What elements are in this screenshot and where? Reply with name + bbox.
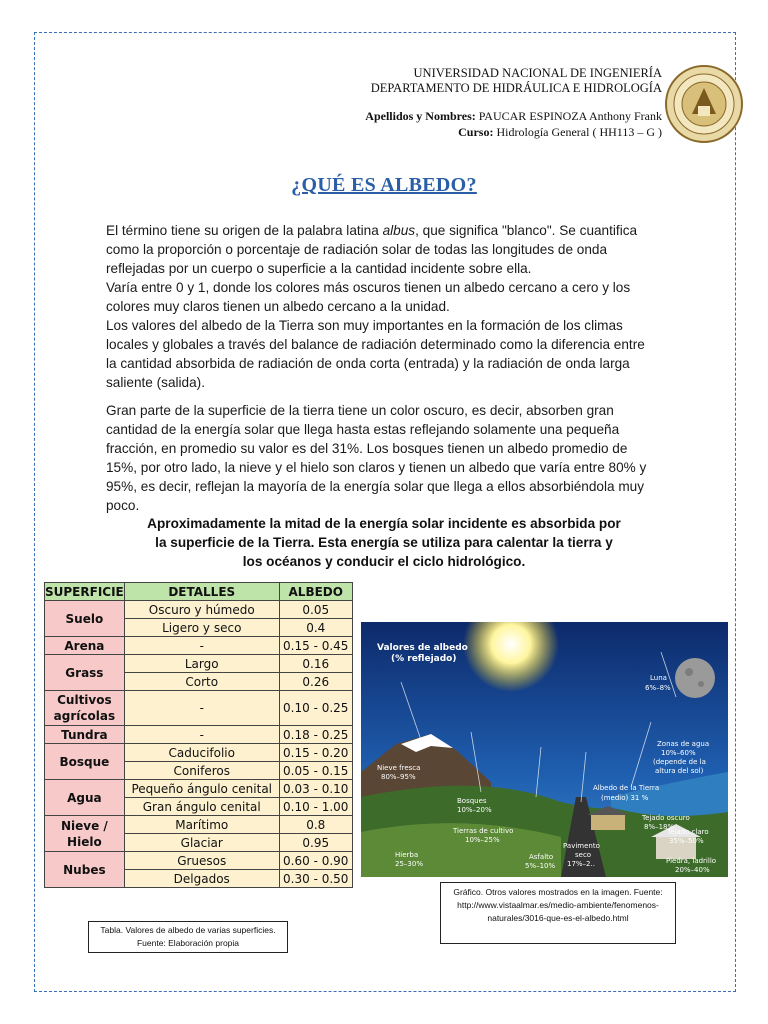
surface-cell: Bosque	[45, 744, 125, 780]
graphic-title-1: Valores de albedo	[377, 643, 468, 653]
albedo-cell: 0.95	[279, 834, 352, 852]
student-info	[365, 108, 662, 140]
tierra-value: (medio) 31 %	[601, 794, 649, 802]
page-title: ¿QUÉ ES ALBEDO?	[291, 174, 477, 196]
detail-cell: Caducifolio	[124, 744, 279, 762]
detail-cell: Gran ángulo cenital	[124, 798, 279, 816]
agua-note-1: (depende de la	[653, 758, 706, 766]
bosques-label: Bosques	[457, 797, 487, 805]
agua-value: 10%–60%	[661, 749, 696, 757]
detail-cell: Gruesos	[124, 852, 279, 870]
detail-cell: -	[124, 691, 279, 726]
albedo-illustration	[361, 622, 728, 877]
albedo-cell: 0.05	[279, 601, 352, 619]
luna-label: Luna	[650, 674, 667, 682]
pavimento-value-2: 17%–2..	[567, 860, 595, 868]
nieve-label: Nieve fresca	[377, 764, 421, 772]
surface-cell: Arena	[45, 637, 125, 655]
header-albedo: ALBEDO	[279, 583, 352, 601]
header-detalles: DETALLES	[124, 583, 279, 601]
detail-cell: -	[124, 637, 279, 655]
surface-cell: Suelo	[45, 601, 125, 637]
intro-paragraph	[106, 221, 658, 392]
albedo-cell: 0.05 - 0.15	[279, 762, 352, 780]
tierra-label: Albedo de la Tierra	[593, 784, 660, 792]
table-row	[45, 691, 353, 726]
surface-cell: Nubes	[45, 852, 125, 888]
nieve-value: 80%–95%	[381, 773, 416, 781]
albedo-table	[44, 582, 353, 888]
detail-cell: Pequeño ángulo cenital	[124, 780, 279, 798]
luna-value: 6%–8%	[645, 684, 671, 692]
table-caption: Tabla. Valores de albedo de varias superficies. Fuente: Elaboración propia	[88, 921, 288, 953]
asfalto-label: Asfalto	[529, 853, 554, 861]
detail-cell: Oscuro y húmedo	[124, 601, 279, 619]
range-sentence: Varía entre 0 y 1, donde los colores más oscuros tienen un albedo cercano a cero y los colores muy claros tienen un albedo cercano a la unidad.	[106, 280, 631, 314]
course-value: Hidrología General ( HH113 – G )	[496, 125, 662, 139]
cultivo-value: 10%–25%	[465, 836, 500, 844]
table-header-row	[45, 583, 353, 601]
albedo-cell: 0.30 - 0.50	[279, 870, 352, 888]
piedra-label: Piedra, ladrillo	[666, 857, 717, 865]
graphic-title-2: (% reflejado)	[391, 654, 457, 664]
albedo-cell: 0.15 - 0.20	[279, 744, 352, 762]
albedo-cell: 0.10 - 1.00	[279, 798, 352, 816]
course-label: Curso:	[458, 125, 494, 139]
tejado-oscuro-label: Tejado oscuro	[642, 814, 690, 822]
pavimento-value-1: seco	[575, 851, 592, 859]
detail-cell: Ligero y seco	[124, 619, 279, 637]
earth-paragraph: Gran parte de la superficie de la tierra tiene un color oscuro, es decir, absorben gran cantidad de la energía solar que llega hasta estas reflejando solamente una pequeña fracción, en promedio su valor es del 31%. Los bosques tienen un albedo promedio de 15%, por otro lado, la nieve y el hielo son claros y tienen un albedo que varía entre 80% y 95%, es decir, reflejan la mayoría de la energía solar que llega a ellos absorbiéndola muy poco.	[106, 403, 647, 513]
university-seal-logo	[664, 64, 744, 144]
table-row	[45, 852, 353, 870]
surface-cell: Agua	[45, 780, 125, 816]
agua-note-2: altura del sol)	[655, 767, 704, 775]
name-line	[365, 108, 662, 124]
tejado-oscuro-value: 8%–18%	[644, 823, 675, 831]
department-name: DEPARTAMENTO DE HIDRÁULICA E HIDROLOGÍA	[370, 81, 662, 95]
surface-cell: Tundra	[45, 726, 125, 744]
detail-cell: Largo	[124, 655, 279, 673]
albedo-cell: 0.8	[279, 816, 352, 834]
surface-cell: Grass	[45, 655, 125, 691]
table-row	[45, 601, 353, 619]
albedo-cell: 0.03 - 0.10	[279, 780, 352, 798]
table-row	[45, 816, 353, 834]
graphic-caption: Gráfico. Otros valores mostrados en la imagen. Fuente: http://www.vistaalmar.es/medio-ambiente/fenomenos-naturales/3016-que-es-el-albedo.html	[440, 882, 676, 944]
tejado-claro-value: 35%–50%	[669, 837, 704, 845]
asfalto-value: 5%–10%	[525, 862, 556, 870]
detail-cell: Corto	[124, 673, 279, 691]
table-row	[45, 637, 353, 655]
definition-sentence: El término tiene su origen de la palabra latina albus, que significa "blanco". Se cuantifica como la proporción o porcentaje de radiación solar de todas las longitudes de onda reflejadas por un cuerpo o superficie a la cantidad incidente sobre ella.	[106, 223, 638, 276]
albedo-cell: 0.10 - 0.25	[279, 691, 352, 726]
name-label: Apellidos y Nombres:	[365, 109, 476, 123]
name-value: PAUCAR ESPINOZA Anthony Frank	[478, 109, 662, 123]
pavimento-label: Pavimento	[563, 842, 600, 850]
table-row	[45, 780, 353, 798]
detail-cell: -	[124, 726, 279, 744]
agua-label: Zonas de agua	[657, 740, 710, 748]
course-line	[365, 124, 662, 140]
surface-cell: Cultivos agrícolas	[45, 691, 125, 726]
albedo-cell: 0.60 - 0.90	[279, 852, 352, 870]
climate-sentence: Los valores del albedo de la Tierra son muy importantes en la formación de los climas locales y globales a través del balance de radiación determinado como la diferencia entre la cantidad absorbida de radiación de onda corta (entrada) y la radiación de onda larga saliente (salida).	[106, 318, 645, 390]
header-superficie: SUPERFICIE	[45, 584, 124, 599]
tejado-claro-label: Tejado claro	[667, 828, 709, 836]
table-row	[45, 744, 353, 762]
institution-header	[371, 66, 662, 96]
highlight-note: Aproximadamente la mitad de la energía solar incidente es absorbida por la superficie de la Tierra. Esta energía se utiliza para calentar la tierra y los océanos y conducir el ciclo hidrológico.	[147, 516, 621, 569]
albedo-cell: 0.16	[279, 655, 352, 673]
detail-cell: Delgados	[124, 870, 279, 888]
bosques-value: 10%–20%	[457, 806, 492, 814]
cultivo-label: Tierras de cultivo	[453, 827, 514, 835]
albedo-cell: 0.15 - 0.45	[279, 637, 352, 655]
detail-cell: Coniferos	[124, 762, 279, 780]
table-row	[45, 726, 353, 744]
detail-cell: Marítimo	[124, 816, 279, 834]
surface-cell: Nieve / Hielo	[45, 816, 125, 852]
detail-cell: Glaciar	[124, 834, 279, 852]
hierba-value: 25–30%	[395, 860, 423, 868]
albedo-cell: 0.26	[279, 673, 352, 691]
moon-shape	[675, 658, 715, 698]
albedo-cell: 0.4	[279, 619, 352, 637]
university-name: UNIVERSIDAD NACIONAL DE INGENIERÍA	[413, 66, 662, 80]
piedra-value: 20%–40%	[675, 866, 710, 874]
hierba-label: Hierba	[395, 851, 419, 859]
table-row	[45, 655, 353, 673]
albedo-cell: 0.18 - 0.25	[279, 726, 352, 744]
